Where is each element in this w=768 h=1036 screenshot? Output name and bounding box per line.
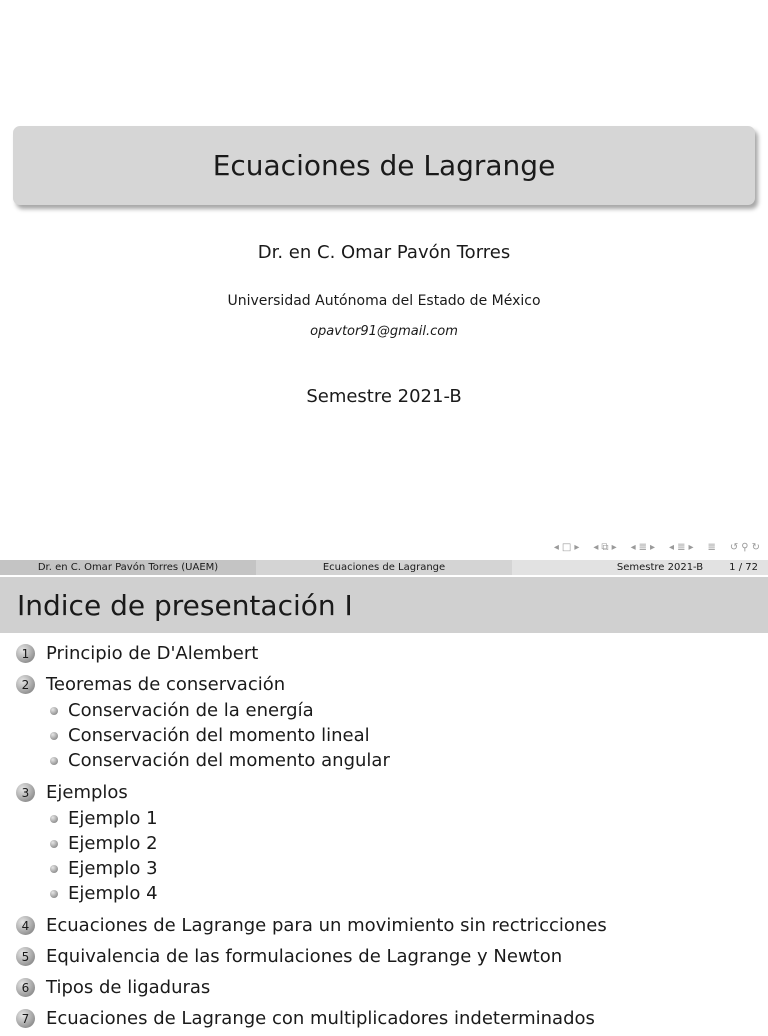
section-number-ball: 4	[16, 916, 35, 935]
subsection-icon[interactable]: ⧉	[601, 542, 609, 553]
section-number-ball: 3	[16, 783, 35, 802]
toc-subsection[interactable]	[0, 748, 768, 773]
toc-section-label: Principio de D'Alembert	[46, 643, 259, 664]
toc-subsection[interactable]	[0, 831, 768, 856]
section-number-ball: 5	[16, 947, 35, 966]
subsection-bullet-icon	[50, 815, 58, 823]
toc-subsection[interactable]	[0, 881, 768, 906]
toc-subsection[interactable]	[0, 698, 768, 723]
frame-title: Indice de presentación I	[17, 588, 353, 622]
author-name: Dr. en C. Omar Pavón Torres	[257, 242, 511, 263]
toc-section-label: Equivalencia de las formulaciones de Lagrange y Newton	[46, 946, 563, 967]
toc-section-1[interactable]	[0, 640, 768, 667]
document-icon[interactable]: ≣	[707, 542, 716, 553]
footer-author: Dr. en C. Omar Pavón Torres (UAEM)	[0, 560, 256, 575]
presentation-title: Ecuaciones de Lagrange	[212, 149, 556, 182]
redo-icon[interactable]: ↻	[751, 542, 760, 553]
undo-icon[interactable]: ↺	[729, 542, 739, 553]
table-of-contents	[0, 640, 768, 1036]
frame-title-bar	[0, 577, 768, 633]
title-box	[13, 126, 755, 205]
toc-section-3[interactable]	[0, 779, 768, 806]
footer-page-number: 1 / 72	[729, 562, 758, 573]
toc-section-label: Ecuaciones de Lagrange con multiplicadores indeterminados	[46, 1008, 595, 1029]
toc-section-label: Ejemplos	[46, 782, 128, 803]
toc-subsection-label: Conservación del momento angular	[68, 750, 390, 771]
toc-section-6[interactable]	[0, 974, 768, 1001]
section-number-ball: 1	[16, 644, 35, 663]
nav-next-part-icon[interactable]: ▸	[688, 542, 694, 553]
search-icon[interactable]: ⚲	[741, 542, 749, 553]
toc-section-2[interactable]	[0, 671, 768, 698]
part-icon[interactable]: ≣	[677, 542, 686, 553]
institute-name: Universidad Autónoma del Estado de México	[227, 293, 541, 309]
nav-next-subsection-icon[interactable]: ▸	[611, 542, 617, 553]
section-number-ball: 6	[16, 978, 35, 997]
slide-footer	[0, 560, 768, 575]
footer-title: Ecuaciones de Lagrange	[256, 560, 512, 575]
section-number-ball: 7	[16, 1009, 35, 1028]
section-number-ball: 2	[16, 675, 35, 694]
section-icon[interactable]: ≣	[638, 542, 648, 553]
toc-subsection-label: Ejemplo 3	[68, 858, 158, 879]
footer-date-page	[512, 560, 768, 575]
nav-next-frame-icon[interactable]: ▸	[574, 542, 580, 553]
footer-date: Semestre 2021-B	[616, 562, 704, 573]
nav-prev-part-icon[interactable]: ◂	[669, 542, 675, 553]
toc-section-4[interactable]	[0, 912, 768, 939]
toc-subsection-label: Conservación de la energía	[68, 700, 314, 721]
subsection-bullet-icon	[50, 865, 58, 873]
subsection-bullet-icon	[50, 840, 58, 848]
toc-section-5[interactable]	[0, 943, 768, 970]
toc-section-label: Tipos de ligaduras	[46, 977, 211, 998]
subsection-bullet-icon	[50, 707, 58, 715]
author-email: opavtor91@gmail.com	[310, 324, 458, 339]
toc-section-label: Ecuaciones de Lagrange para un movimiento sin rectricciones	[46, 915, 607, 936]
toc-subsection[interactable]	[0, 856, 768, 881]
nav-next-section-icon[interactable]: ▸	[650, 542, 656, 553]
toc-subsection-label: Ejemplo 1	[68, 808, 158, 829]
toc-subsection[interactable]	[0, 806, 768, 831]
toc-subsection-label: Ejemplo 4	[68, 883, 158, 904]
toc-section-7[interactable]	[0, 1005, 768, 1032]
subsection-bullet-icon	[50, 732, 58, 740]
nav-prev-section-icon[interactable]: ◂	[630, 542, 636, 553]
toc-subsection-label: Ejemplo 2	[68, 833, 158, 854]
beamer-navigation-bar	[554, 540, 760, 556]
subsection-bullet-icon	[50, 757, 58, 765]
nav-prev-frame-icon[interactable]: ◂	[553, 542, 559, 553]
nav-prev-subsection-icon[interactable]: ◂	[593, 542, 599, 553]
subsection-bullet-icon	[50, 890, 58, 898]
frame-icon[interactable]: □	[561, 542, 572, 553]
presentation-date: Semestre 2021-B	[306, 386, 462, 407]
toc-subsection[interactable]	[0, 723, 768, 748]
toc-section-label: Teoremas de conservación	[46, 674, 286, 695]
toc-subsection-label: Conservación del momento lineal	[68, 725, 370, 746]
